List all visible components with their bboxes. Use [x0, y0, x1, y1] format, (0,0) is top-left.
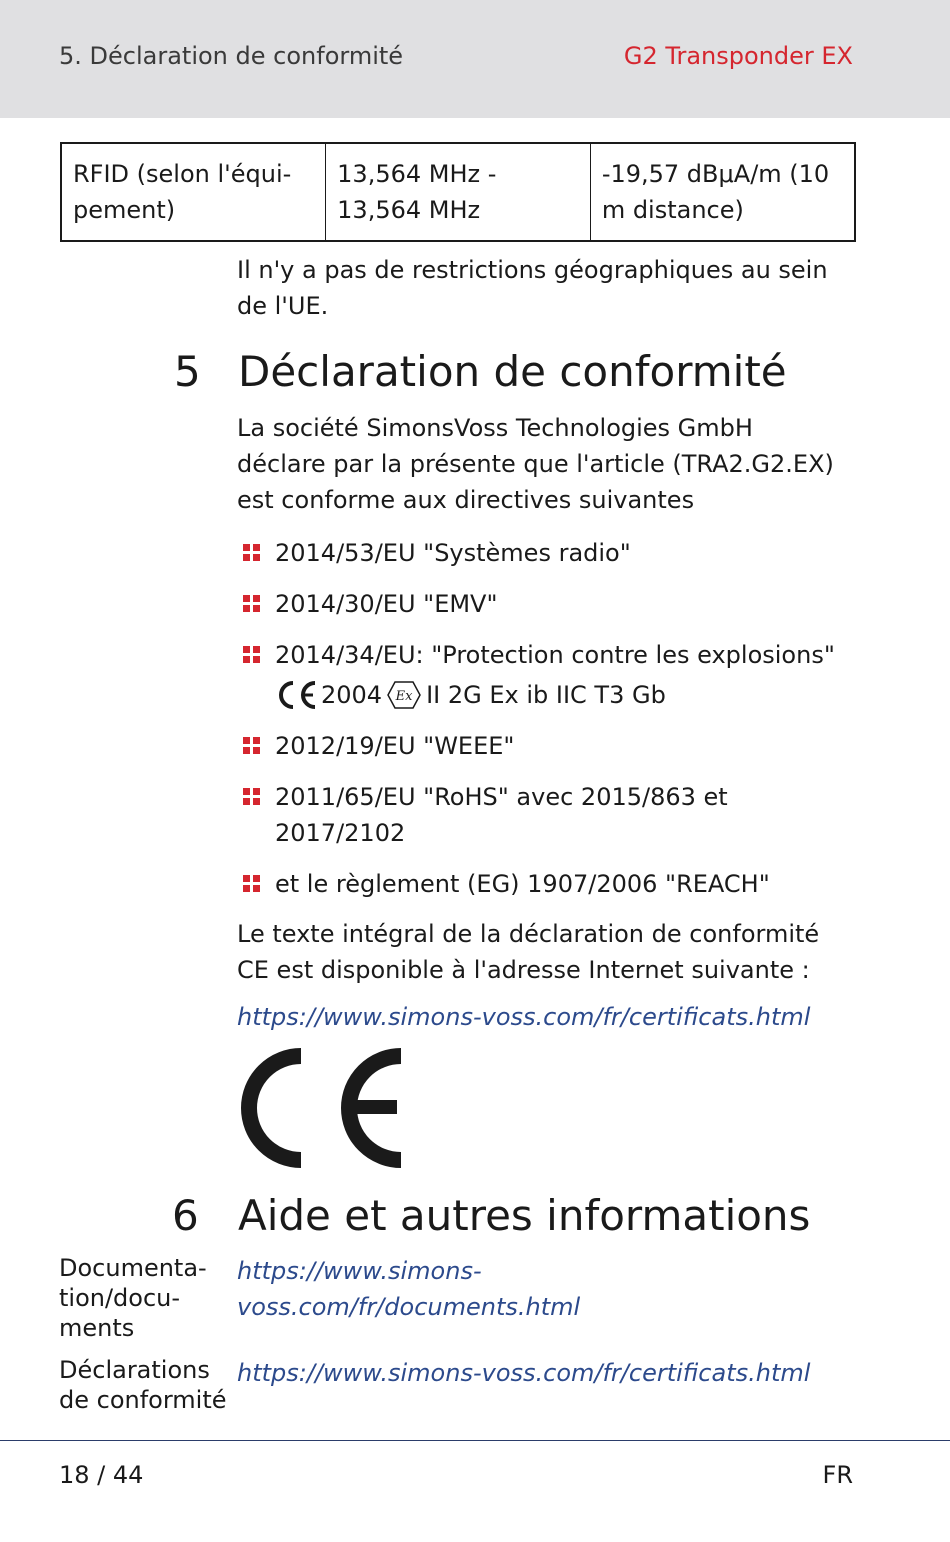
directive-list [240, 535, 860, 917]
header-section-title: 5. Déclaration de conformité [59, 42, 404, 70]
list-item-text: et le règlement (EG) 1907/2006 "REACH" [275, 870, 770, 898]
bullet-icon [243, 875, 261, 893]
declarations-label: Déclarations de conformité [59, 1356, 227, 1414]
documents-link[interactable]: https://www.simons-voss.com/fr/documents.html [237, 1257, 581, 1321]
footer-divider [0, 1440, 950, 1441]
documents-label: Documenta-tion/docu-ments [59, 1254, 207, 1342]
bullet-icon [243, 788, 261, 806]
section-6-number: 6 [172, 1191, 199, 1240]
declarations-link[interactable]: https://www.simons-voss.com/fr/certificats.html [237, 1359, 811, 1387]
ex-hexagon-icon [386, 680, 422, 710]
section-5-title: Déclaration de conformité [238, 347, 787, 396]
table-cell: RFID (selon l'équi-pement) [61, 143, 326, 241]
table-cell: 13,564 MHz - 13,564 MHz [326, 143, 591, 241]
page-header [0, 0, 950, 118]
list-item-text: 2012/19/EU "WEEE" [275, 732, 515, 760]
table-row [61, 143, 855, 241]
list-item [240, 637, 860, 713]
list-item-text: 2014/34/EU: "Protection contre les explosions" [275, 641, 835, 669]
ce-mark-small-icon [275, 679, 319, 711]
list-item [240, 866, 860, 902]
bullet-icon [243, 544, 261, 562]
ex-symbol-text: Ex [395, 689, 413, 704]
atex-marking-text: II 2G Ex ib IIC T3 Gb [426, 681, 666, 709]
atex-marking-line [275, 677, 860, 713]
atex-year: 2004 [321, 681, 383, 709]
bullet-icon [243, 737, 261, 755]
section-5-number: 5 [174, 347, 201, 396]
list-item-text: 2014/30/EU "EMV" [275, 590, 498, 618]
list-item [240, 779, 860, 851]
ce-mark-icon [237, 1048, 407, 1168]
list-item [240, 586, 860, 622]
list-item [240, 728, 860, 764]
geo-restriction-note: Il n'y a pas de restrictions géographiques au sein de l'UE. [237, 256, 828, 320]
section-6-title: Aide et autres informations [238, 1191, 811, 1240]
list-item-text: 2014/53/EU "Systèmes radio" [275, 539, 631, 567]
spec-table [60, 142, 856, 242]
table-cell: -19,57 dBμA/m (10 m distance) [590, 143, 855, 241]
full-text-note: Le texte intégral de la déclaration de conformité CE est disponible à l'adresse Internet suivante : [237, 920, 820, 984]
certificates-link[interactable]: https://www.simons-voss.com/fr/certificats.html [237, 1003, 811, 1031]
list-item-text: 2011/65/EU "RoHS" avec 2015/863 et 2017/2102 [275, 783, 728, 847]
declaration-paragraph: La société SimonsVoss Technologies GmbH déclare par la présente que l'article (TRA2.G2.EX) est conforme aux directives suivantes [237, 414, 834, 514]
header-product-name: G2 Transponder EX [623, 42, 853, 70]
bullet-icon [243, 595, 261, 613]
list-item [240, 535, 860, 571]
page-number: 18 / 44 [59, 1461, 144, 1489]
language-code: FR [822, 1461, 853, 1489]
bullet-icon [243, 646, 261, 664]
